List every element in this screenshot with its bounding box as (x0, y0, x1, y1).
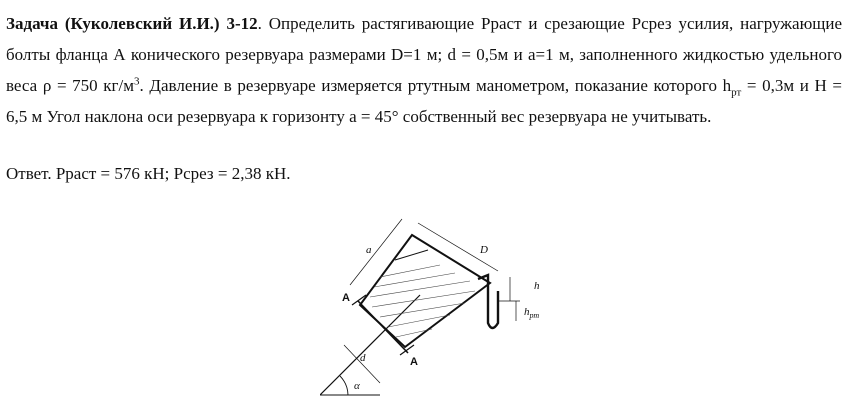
label-A-bottom: A (410, 356, 418, 368)
dimension-d-line (344, 345, 380, 383)
liquid-hatching (370, 265, 475, 337)
label-A-left: A (342, 292, 350, 304)
problem-text (6, 8, 842, 132)
problem-text-part-2: . Давление в резервуаре измеряется ртутным манометром, показание которого h (139, 76, 732, 95)
flange-line (358, 301, 408, 353)
problem-subscript: рт (731, 86, 742, 99)
label-hpm-main: h (524, 306, 530, 318)
dimension-a-line (350, 219, 402, 285)
tank-diagram-svg (320, 205, 560, 405)
label-hpm-sub: рт (529, 311, 540, 320)
inclined-axis-line (320, 295, 420, 395)
tank-outline (360, 235, 490, 347)
problem-title-separator: . (257, 14, 269, 33)
problem-superscript: 3 (134, 75, 140, 88)
answer-text: Ответ. Рраст = 576 кН; Рсрез = 2,38 кН. (6, 164, 291, 183)
label-D: D (480, 244, 488, 256)
problem-text-part-3: = 0,3м и H = 6,5 м Угол наклона оси резервуара к горизонту а = 45° собственный вес резервуара не учитывать. (6, 76, 842, 126)
label-d: d (360, 352, 366, 364)
problem-text-part-1: Определить растягивающие Рраст и срезающие Рсрез усилия, нагружающие болты фланца А конического резервуара размерами D=1 м; d = 0,5м и a=1 м, заполненного жидкостью удельного веса ρ = 750 кг/м (6, 14, 843, 95)
angle-arc (340, 376, 348, 395)
label-h: h (534, 280, 540, 292)
problem-title: Задача (Куколевский И.И.) 3-12 (6, 14, 258, 33)
manometer-tube (478, 275, 498, 328)
label-a: a (366, 244, 372, 256)
label-hpm (524, 306, 539, 320)
tank-diagram (320, 205, 560, 405)
label-alpha: α (354, 380, 360, 392)
